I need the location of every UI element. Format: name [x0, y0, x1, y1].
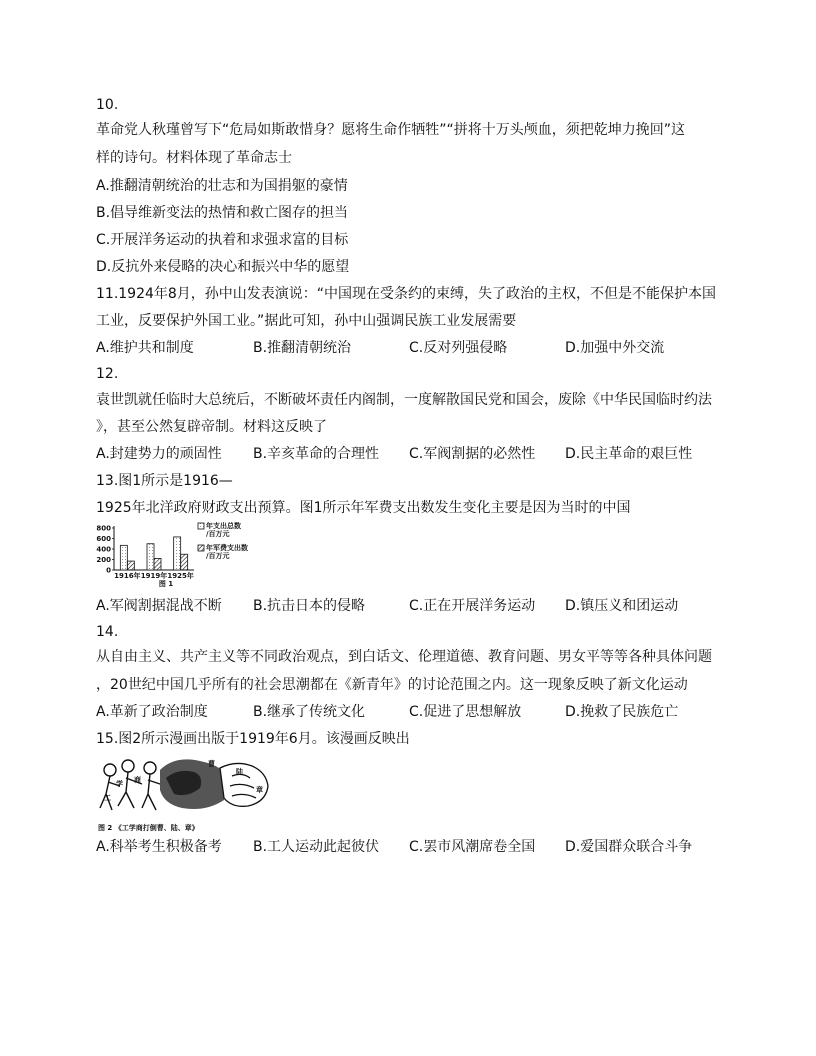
cartoon-fists-icon	[220, 763, 268, 806]
q13-stem-line2: 1925年北洋政府财政支出预算。图1所示年军费支出数发生变化主要是因为当时的中国	[96, 500, 631, 516]
q12-option-b: B.辛亥革命的合理性	[253, 446, 380, 462]
cartoon-figures-icon	[100, 760, 166, 810]
q12-stem-line1: 袁世凯就任临时大总统后，不断破坏责任内阁制，一度解散国民党和国会，废除《中华民国临时约法	[96, 392, 712, 408]
bar-military-0	[127, 561, 134, 570]
q11-option-d: D.加强中外交流	[565, 340, 665, 356]
q11-stem-line1: 11.1924年8月，孙中山发表演说：“中国现在受条约的束缚，失了政治的主权，不但是不能保护本国	[96, 286, 717, 302]
figure-2-cartoon	[96, 756, 286, 834]
y-tick-label: 800	[96, 524, 111, 533]
legend-label: 年支出总数	[206, 522, 241, 530]
legend-swatch	[198, 523, 204, 529]
figure-2	[96, 756, 286, 834]
x-tick-label: 1925年	[167, 572, 194, 580]
cartoon-label-lu: 陆	[236, 768, 243, 776]
y-tick-label: 600	[96, 535, 111, 543]
x-tick-label: 1919年	[140, 572, 168, 580]
legend-swatch	[198, 545, 204, 551]
q15-stem-line1: 15.图2所示漫画出版于1919年6月。该漫画反映出	[96, 731, 410, 747]
q10-option-c: C.开展洋务运动的执着和求强求富的目标	[96, 232, 349, 248]
chart-bars	[120, 537, 187, 570]
q10-number: 10.	[96, 97, 119, 113]
q10-stem-line1: 革命党人秋瑾曾写下“危局如斯敢惜身？愿将生命作牺牲”“拼将十万头颅血，须把乾坤力挽回”这	[96, 122, 686, 138]
q10-stem-line2: 样的诗句。材料体现了革命志士	[96, 150, 292, 166]
q14-number: 14.	[96, 624, 119, 640]
q15-option-d: D.爱国群众联合斗争	[565, 839, 693, 855]
q11-option-c: C.反对列强侵略	[409, 340, 508, 356]
chart-legend	[198, 522, 248, 560]
q12-option-c: C.军阀割据的必然性	[409, 446, 536, 462]
bar-total-2	[174, 537, 181, 570]
q11-stem-line2: 工业，反要保护外国工业。”据此可知，孙中山强调民族工业发展需要	[96, 313, 517, 329]
q11-option-a: A.维护共和制度	[96, 340, 194, 356]
cartoon-label-gong: 工	[104, 794, 111, 802]
bar-total-0	[120, 545, 127, 570]
figure-1	[94, 522, 294, 590]
cartoon-label-cao: 曹	[208, 760, 215, 768]
bar-military-2	[181, 554, 188, 570]
legend-unit: /百万元	[206, 552, 230, 560]
q10-option-a: A.推翻清朝统治的壮志和为国捐躯的豪情	[96, 178, 348, 194]
q15-option-b: B.工人运动此起彼伏	[253, 839, 380, 855]
q14-stem-line1: 从自由主义、共产主义等不同政治观点，到白话文、伦理道德、教育问题、男女平等等各种具体问题	[96, 649, 712, 665]
cartoon-label-xue: 学	[116, 780, 123, 788]
q14-option-d: D.挽救了民族危亡	[565, 704, 679, 720]
q13-option-c: C.正在开展洋务运动	[409, 598, 536, 614]
figure-2-caption: 图 2 《工学商打倒曹、陆、章》	[98, 824, 199, 832]
legend-unit: /百万元	[206, 530, 230, 538]
cartoon-label-shang: 商	[134, 776, 141, 784]
y-tick-label: 0	[106, 566, 111, 575]
q15-option-a: A.科举考生积极备考	[96, 839, 222, 855]
q14-option-b: B.继承了传统文化	[253, 704, 366, 720]
y-tick-label: 200	[96, 556, 111, 564]
q12-option-d: D.民主革命的艰巨性	[565, 446, 693, 462]
q12-option-a: A.封建势力的顽固性	[96, 446, 222, 462]
cartoon-label-zhang: 章	[256, 786, 263, 794]
q14-option-a: A.革新了政治制度	[96, 704, 208, 720]
q15-option-c: C.罢市风潮席卷全国	[409, 839, 536, 855]
bar-military-1	[154, 558, 161, 570]
q14-option-c: C.促进了思想解放	[409, 704, 522, 720]
figure-1-caption: 图 1	[158, 580, 174, 588]
q10-option-b: B.倡导维新变法的热情和救亡图存的担当	[96, 205, 349, 221]
figure-1-chart	[94, 522, 294, 590]
q12-number: 12.	[96, 366, 119, 382]
q14-stem-line2: ，20世纪中国几乎所有的社会思潮都在《新青年》的讨论范围之内。这一现象反映了新文化运动	[96, 677, 688, 693]
legend-label: 年军费支出数	[206, 544, 248, 552]
q10-option-d: D.反抗外来侵略的决心和振兴中华的愿望	[96, 259, 350, 275]
q13-option-a: A.军阀割据混战不断	[96, 598, 222, 614]
q13-option-d: D.镇压义和团运动	[565, 598, 679, 614]
q13-option-b: B.抗击日本的侵略	[253, 598, 366, 614]
x-tick-label: 1916年	[114, 572, 141, 580]
q11-option-b: B.推翻清朝统治	[253, 340, 352, 356]
y-tick-label: 400	[96, 545, 111, 554]
q13-stem-line1: 13.图1所示是1916—	[96, 473, 233, 489]
q12-stem-line2: 》，甚至公然复辟帝制。材料这反映了	[96, 419, 327, 435]
bar-total-1	[147, 544, 154, 570]
